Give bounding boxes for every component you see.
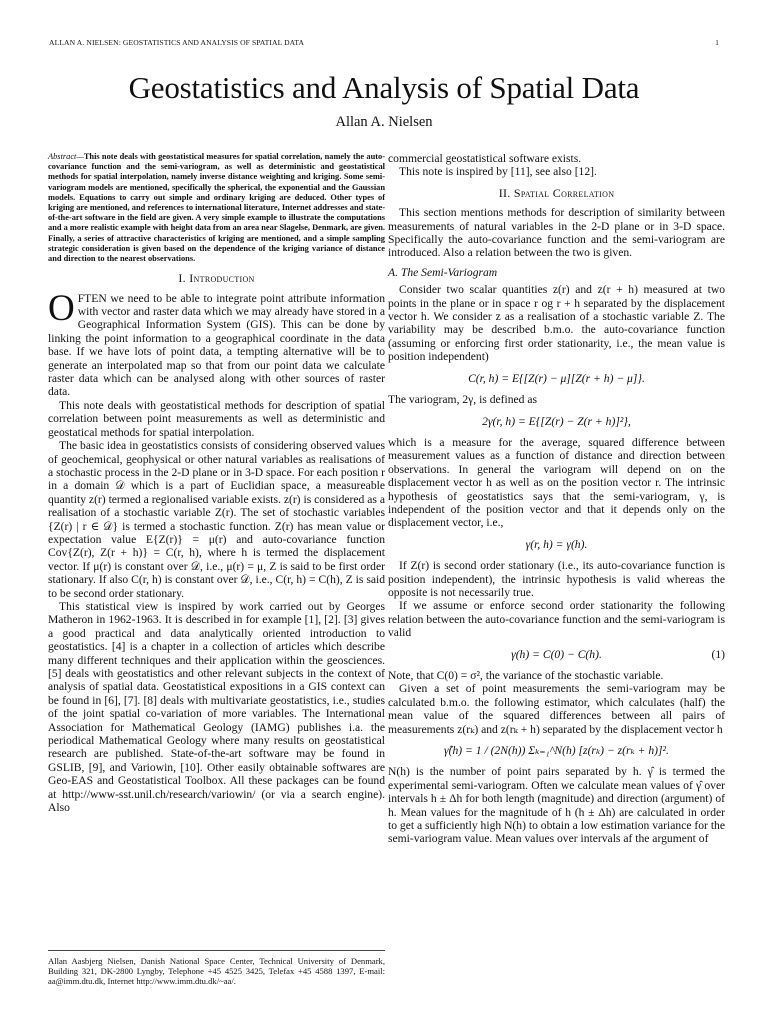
inspiration-note: This note is inspired by [11], see also [12]. [399,165,597,179]
running-head-text: ALLAN A. NIELSEN: GEOSTATISTICS AND ANALYSIS OF SPATIAL DATA [49,38,305,47]
continued-paragraph: commercial geostatistical software exists. [388,152,582,165]
equation-relation-body: γ(h) = C(0) − C(h). [511,647,602,661]
abstract-lead: Abstract— [48,152,84,161]
section2-paragraph-1: This section mentions methods for description of similarity between measurements of natural variables in the 2-D plane or in 3-D space. Specifically the auto-covariance function and the semi-variogram are introduced. Also a relation between the two is given. [388,206,725,260]
intro-paragraph-1-text: FTEN we need to be able to integrate point attribute information with vector and raster data which we may already have stored in a Geographical Information System (GIS). This can be done by linking the point information to a geographical coordinate in the data base. If we have lots of point data, a tempting alternative will be to generate an interpolated map so that from our point data we calculate raster data which can be analysed along with other sources of raster data. [48,291,385,399]
semivariogram-paragraph-4: If we assume or enforce second order stationarity the following relation between the auto-covariance function and the semi-variogram is valid [388,599,725,640]
section-heading-introduction: I. Introduction [178,271,255,286]
right-column [388,152,725,846]
equation-relation [388,648,725,661]
subsection-heading-semivariogram: A. The Semi-Variogram [388,265,498,279]
abstract-body: This note deals with geostatistical measures for spatial correlation, namely the auto-covariance function and the semi-variogram, as well as deterministic and geostatistical methods for spatial interpolation, namely inverse distance weighting and kriging. Some semi-variogram models are mentioned, specifically the spherical, the exponential and the Gaussian models. Equations to carry out simple and ordinary kriging are deduced. Other types of kriging are mentioned, and references to international literature, Internet addresses and state-of-the-art software in the field are given. A very simple example to illustrate the computations and a more realistic example with height data from an area near Slagelse, Denmark, are given. Finally, a series of attractive characteristics of kriging are mentioned, and a simple sampling strategic consideration is given based on the dependence of the kriging variance of distance and direction to the nearest observations. [48,152,385,264]
left-column [48,152,385,814]
equation-intrinsic: γ(r, h) = γ(h). [525,537,588,551]
paper-author: Allan A. Nielsen [335,114,433,130]
equation-variogram: 2γ(r, h) = E{[Z(r) − Z(r + h)]²}, [482,414,631,428]
semivariogram-paragraph-3: If Z(r) is second order stationary (i.e., its auto-covariance function is position independent), the intrinsic hypothesis is valid whereas the opposite is not necessarily true. [388,559,725,599]
running-header [49,38,719,50]
semivariogram-paragraph-5: Given a set of point measurements the semi-variogram may be calculated b.m.o. the following estimator, which calculates (half) the mean value of the squared differences between all pairs of measurements z(rₖ) and z(rₖ + h) separated by the displacement vector h [388,682,725,736]
page-number: 1 [715,38,719,47]
drop-cap: O [48,287,75,329]
semivariogram-paragraph-1: Consider two scalar quantities z(r) and z(r + h) measured at two points in the plane or in space r og r + h separated by the displacement vector h. We consider z as a realisation of a stochastic variable Z. The variability may be described b.m.o. the auto-covariance function (assuming or enforcing first order stationarity, i.e., the mean value is position independent) [388,283,725,364]
variogram-definition-intro: The variogram, 2γ, is defined as [388,393,538,407]
equation-estimator: γ̂(h) = 1 / (2N(h)) Σₖ₌₁^N(h) [z(rₖ) − z(rₖ + h)]². [444,744,669,758]
intro-paragraph-1 [48,287,385,399]
intro-paragraph-4: This statistical view is inspired by work carried out by Georges Matheron in 1962-1963. It is described in for example [1], [2]. [3] gives a good practical and data analytically oriented introduction to geostatistics. [4] is a chapter in a collection of articles which describe many different techniques and their application within the geosciences. [5] deals with geostatistics and other relevant subjects in the context of analysis of spatial data. Geostatistical expositions in a GIS context can be found in [6], [7]. [8] deals with multivariate geostatistics, i.e., studies of the joint spatial co-variation of more variables. The International Association for Mathematical Geology (IAMG) publishes i.a. the periodical Mathematical Geology where many results on geostatistical research are published. State-of-the-art software may be found in GSLIB, [9], and Variowin, [10]. Other easily obtainable softwares are Geo-EAS and Geostatistical Toolbox. All these packages can be found at http://www-sst.unil.ch/research/variowin/ (or via a search engine). Also [48,599,385,815]
abstract [48,152,385,264]
semivariogram-paragraph-2: which is a measure for the average, squared difference between measurement values as a function of distance and direction between observations. In general the variogram will depend on on the displacement vector h as well as on the position vector r. The intrinsic hypothesis of geostatistics says that the semi-variogram, γ, is independent of the position vector and that it depends only on the displacement vector, i.e., [388,435,725,530]
variance-note: Note, that C(0) = σ², the variance of the stochastic variable. [388,669,664,682]
semivariogram-paragraph-6: N(h) is the number of point pairs separated by h. γ̂ is termed the experimental semi-variogram. Often we calculate mean values of γ̂ over intervals h ± Δh for both length (magnitude) and direction (argument) of h. Mean values for the magnitude of h (h ± Δh) are calculated in order to get a sufficiently high N(h) to obtain a low estimation variance for the semi-variogram value. Mean values over intervals af the argument of [388,765,725,846]
intro-paragraph-2: This note deals with geostatistical methods for description of spatial correlation between point measurements as well as deterministic and geostatical methods for spatial interpolation. [48,398,385,439]
intro-paragraph-3: The basic idea in geostatistics consists of considering observed values of geochemical, geophysical or other natural variables as realisations of a stochastic process in the 2-D plane or in 3-D space. For each position r in a domain 𝒟 which is a part of Euclidian space, a measureable quantity z(r) termed a regionalised variable exists. z(r) is considered as a realisation of a stochastic variable Z(r). The set of stochastic variables {Z(r) | r ∈ 𝒟} is termed a stochastic function. Z(r) has mean value or expectation value E{Z(r)} = μ(r) and auto-covariance function Cov{Z(r), Z(r + h)} = C(r, h), where h is termed the displacement vector. If μ(r) is constant over 𝒟, i.e., μ(r) = μ, Z is said to be first order stationary. If also C(r, h) is constant over 𝒟, i.e., C(r, h) = C(h), Z is said to be second order stationary. [48,439,385,600]
equation-number: (1) [711,647,725,661]
section-heading-spatial-correlation: II. Spatial Correlation [498,185,615,200]
paper-title: Geostatistics and Analysis of Spatial Data [128,70,640,105]
equation-autocovariance: C(r, h) = E{[Z(r) − μ][Z(r + h) − μ]}. [468,371,645,385]
author-footnote: Allan Aasbjerg Nielsen, Danish National Space Center, Technical University of Denmark, Building 321, DK-2800 Lyngby, Telephone +45 4525 3425, Telefax +45 4588 1397, E-mail: aa@imm.dtu.dk, Internet http://www.imm.dtu.dk/~aa/. [48,950,385,986]
